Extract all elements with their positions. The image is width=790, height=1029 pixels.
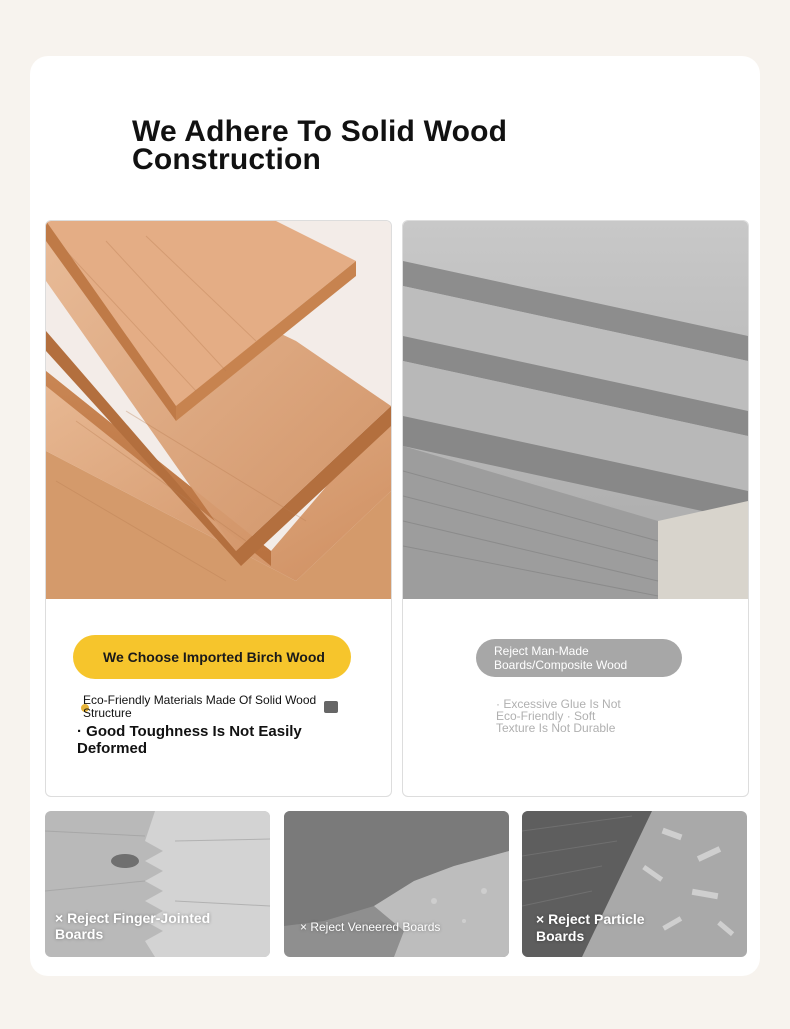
solid-wood-panel	[45, 220, 392, 797]
composite-drawbacks: · Excessive Glue Is Not Eco-Friendly · Soft Texture Is Not Durable	[496, 697, 621, 735]
birch-wood-image	[46, 221, 391, 599]
veneered-board-tile	[284, 811, 509, 957]
feature-eco-friendly: Eco-Friendly Materials Made Of Solid Wood Structure	[83, 693, 317, 720]
birch-wood-badge: We Choose Imported Birch Wood	[73, 635, 351, 679]
particle-board-tile	[522, 811, 747, 957]
reject-veneered-caption: × Reject Veneered Boards	[300, 920, 441, 934]
feature-toughness: · Good Toughness Is Not Easily Deformed	[77, 723, 302, 757]
composite-wood-panel	[402, 220, 749, 797]
reject-particle-caption: × Reject Particle Boards	[536, 911, 645, 944]
composite-reject-badge: Reject Man-Made Boards/Composite Wood	[476, 639, 682, 677]
reject-finger-jointed-caption: × Reject Finger-Jointed Boards	[55, 910, 211, 942]
composite-board-image	[403, 221, 748, 599]
material-icon	[324, 701, 338, 713]
page-title: We Adhere To Solid Wood Construction	[132, 115, 508, 176]
finger-jointed-tile	[45, 811, 270, 957]
